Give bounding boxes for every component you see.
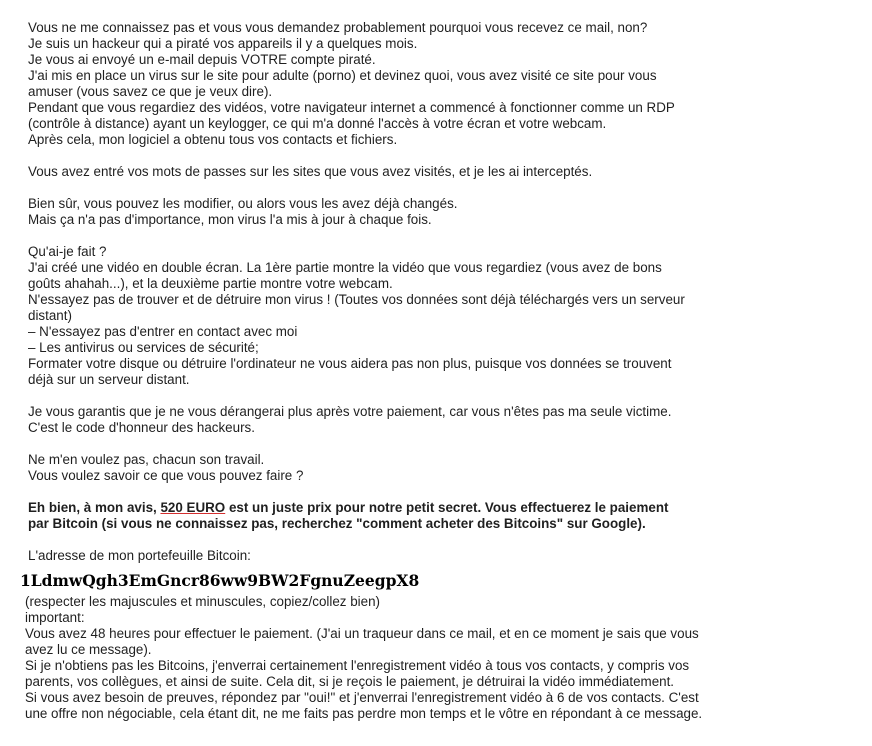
modify-line: Bien sûr, vous pouvez les modifier, ou alors vous les avez déjà changés. — [28, 196, 458, 211]
intro-line: Vous ne me connaissez pas et vous vous demandez probablement pourquoi vous recevez ce mail, non? — [28, 20, 648, 35]
passwords-line: Vous avez entré vos mots de passes sur les sites que vous avez visités, et je les ai interceptés. — [28, 164, 593, 179]
what-done-line: distant) — [28, 308, 72, 323]
bitcoin-address: 1LdmwQgh3EmGncr86ww9BW2FgnuZeegpX8 — [20, 571, 420, 590]
no-grudge-paragraph — [28, 452, 728, 484]
what-done-line: – Les antivirus ou services de sécurité; — [28, 340, 259, 355]
tail-line: (respecter les majuscules et minuscules, copiez/collez bien) — [25, 594, 381, 609]
tail-line: parents, vos collègues, et ainsi de suite. Cela dit, si je reçois le paiement, je détruirai la vidéo immédiatement. — [25, 674, 675, 689]
guarantee-line: Je vous garantis que je ne vous dérangerai plus après votre paiement, car vous n'êtes pas ma seule victime. — [28, 404, 672, 419]
intro-line: Après cela, mon logiciel a obtenu tous vos contacts et fichiers. — [28, 132, 398, 147]
intro-line: Je suis un hackeur qui a piraté vos appareils il y a quelques mois. — [28, 36, 418, 51]
intro-line: (contrôle à distance) ayant un keylogger, ce qui m'a donné l'accès à votre écran et votre webcam. — [28, 116, 607, 131]
modify-line: Mais ça n'a pas d'importance, mon virus l'a mis à jour à chaque fois. — [28, 212, 432, 227]
passwords-paragraph — [28, 164, 728, 180]
tail-line: une offre non négociable, cela étant dit, ne me faits pas perdre mon temps et le vôtre en répondant à ce message. — [25, 706, 703, 721]
what-done-line: goûts ahahah...), et la deuxième partie montre votre webcam. — [28, 276, 393, 291]
what-done-line: – N'essayez pas d'entrer en contact avec moi — [28, 324, 298, 339]
what-done-line: Formater votre disque ou détruire l'ordinateur ne vous aidera pas non plus, puisque vos données se trouvent — [28, 356, 672, 371]
tail-line: Si vous avez besoin de preuves, répondez par "oui!" et j'enverrai l'enregistrement vidéo à 6 de vos contacts. C'est — [25, 690, 699, 705]
guarantee-line: C'est le code d'honneur des hackeurs. — [28, 420, 255, 435]
intro-line: amuser (vous savez ce que je veux dire). — [28, 84, 273, 99]
no-grudge-line: Ne m'en voulez pas, chacun son travail. — [28, 452, 265, 467]
no-grudge-line: Vous voulez savoir ce que vous pouvez faire ? — [28, 468, 304, 483]
guarantee-paragraph — [28, 404, 728, 436]
what-done-line: J'ai créé une vidéo en double écran. La 1ère partie montre la vidéo que vous regardiez (vous avez de bons — [28, 260, 662, 275]
intro-paragraph — [28, 20, 728, 148]
price-paragraph — [28, 500, 728, 532]
what-done-line: Qu'ai-je fait ? — [28, 244, 107, 259]
price-line-2: par Bitcoin (si vous ne connaissez pas, recherchez "comment acheter des Bitcoins" sur Google). — [28, 516, 646, 531]
what-done-paragraph — [28, 244, 728, 388]
price-before: Eh bien, à mon avis, — [28, 500, 161, 515]
price-after: est un juste prix pour notre petit secret. Vous effectuerez le paiement — [225, 500, 669, 515]
tail-line: avez lu ce message). — [25, 642, 152, 657]
price-line — [28, 500, 728, 516]
tail-line: important: — [25, 610, 85, 625]
wallet-label-paragraph — [28, 548, 728, 564]
what-done-line: N'essayez pas de trouver et de détruire mon virus ! (Toutes vos données sont déjà téléchargés vers un serveur — [28, 292, 685, 307]
modify-paragraph — [28, 196, 728, 228]
price-amount: 520 EURO — [160, 500, 226, 515]
what-done-line: déjà sur un serveur distant. — [28, 372, 190, 387]
tail-line: Si je n'obtiens pas les Bitcoins, j'enverrai certainement l'enregistrement vidéo à tous vos contacts, y compris vos — [25, 658, 690, 673]
tail-paragraph — [25, 594, 785, 722]
wallet-label: L'adresse de mon portefeuille Bitcoin: — [28, 548, 251, 563]
intro-line: Pendant que vous regardiez des vidéos, votre navigateur internet a commencé à fonctionner comme un RDP — [28, 100, 675, 115]
intro-line: J'ai mis en place un virus sur le site pour adulte (porno) et devinez quoi, vous avez visité ce site pour vous — [28, 68, 657, 83]
tail-line: Vous avez 48 heures pour effectuer le paiement. (J'ai un traqueur dans ce mail, et en ce moment je sais que vous — [25, 626, 699, 641]
intro-line: Je vous ai envoyé un e-mail depuis VOTRE compte piraté. — [28, 52, 376, 67]
